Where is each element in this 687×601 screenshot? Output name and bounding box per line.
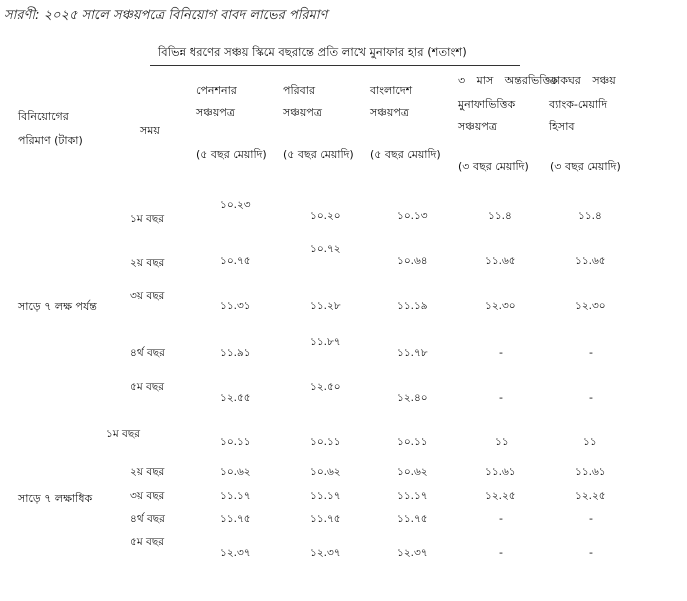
rate-cell: - xyxy=(589,546,593,559)
header-pension: পেনশনার সঞ্চয়পত্র xyxy=(196,84,237,119)
rate-cell: ১২.৩৭ xyxy=(220,547,251,559)
rate-cell: ১২.৩৭ xyxy=(397,547,428,559)
rate-cell: - xyxy=(499,391,503,404)
rate-cell: ১২.২৫ xyxy=(575,490,606,502)
rate-cell: ১২.৩০ xyxy=(485,300,516,312)
rate-cell: ১০.৬২ xyxy=(220,466,251,478)
term-postal: (৩ বছর মেয়াদি) xyxy=(550,160,621,173)
term-quarterly: (৩ বছর মেয়াদি) xyxy=(458,160,529,173)
rate-cell: ১১.৯১ xyxy=(220,347,251,359)
rate-cell: ১২.৩০ xyxy=(575,300,606,312)
rate-cell: ১১.৭৫ xyxy=(220,513,251,525)
year-label: ৪র্থ বছর xyxy=(130,513,165,525)
rate-cell: ১১ xyxy=(495,436,509,448)
rate-cell: ১১.৬১ xyxy=(485,466,516,478)
rate-cell: - xyxy=(589,512,593,525)
header-investment-amount: বিনিয়োগের পরিমাণ (টাকা) xyxy=(18,110,83,147)
header-bangladesh: বাংলাদেশ সঞ্চয়পত্র xyxy=(370,84,413,119)
year-label: ১ম বছর xyxy=(106,428,140,440)
term-bangladesh: (৫ বছর মেয়াদি) xyxy=(370,148,441,161)
header-postal: ডাকঘর সঞ্চয় ব্যাংক-মেয়াদি হিসাব xyxy=(549,74,616,133)
rate-cell: ১১ xyxy=(583,436,597,448)
rate-cell: ১০.১১ xyxy=(397,436,428,448)
rate-cell: - xyxy=(499,346,503,359)
table-caption: সারণী: ২০২৫ সালে সঞ্চয়পত্রে বিনিয়োগ বাবদ লাভের পরিমাণ xyxy=(4,8,328,23)
rate-cell: ১০.২৩ xyxy=(220,199,251,211)
rate-cell: ১১.১৭ xyxy=(397,490,428,502)
header-quarterly: ৩ মাস অন্তরভিত্তিক মুনাফাভিত্তিক সঞ্চয়পত্র xyxy=(458,74,558,133)
rate-cell: ১১.৮৭ xyxy=(310,336,341,348)
rate-cell: ১১.৭৮ xyxy=(397,347,428,359)
header-time: সময় xyxy=(140,124,160,137)
group-label: সাড়ে ৭ লক্ষ পর্যন্ত xyxy=(18,300,97,313)
rate-cell: ১২.৩৭ xyxy=(310,547,341,559)
rate-cell: ১০.৬৪ xyxy=(397,255,428,267)
rate-cell: ১১.১৭ xyxy=(220,490,251,502)
year-label: ১ম বছর xyxy=(130,213,164,225)
group-label: সাড়ে ৭ লক্ষাধিক xyxy=(18,492,93,505)
year-label: ৫ম বছর xyxy=(130,381,164,393)
year-label: ২য় বছর xyxy=(130,466,165,478)
year-label: ২য় বছর xyxy=(130,257,165,269)
rate-cell: ১২.৫৫ xyxy=(220,392,251,404)
rate-cell: ১১.২৮ xyxy=(310,300,341,312)
rate-cell: ১০.২০ xyxy=(310,210,341,222)
rate-cell: ১০.৭৫ xyxy=(220,255,251,267)
table-title: বিভিন্ন ধরণের সঞ্চয় স্কিমে বছরান্তে প্রতি লাখে মুনাফার হার (শতাংশ) xyxy=(158,45,467,59)
header-family: পরিবার সঞ্চয়পত্র xyxy=(283,84,322,119)
rate-cell: ১১.৪ xyxy=(578,210,602,222)
rate-cell: - xyxy=(499,512,503,525)
term-family: (৫ বছর মেয়াদি) xyxy=(283,148,354,161)
rate-cell: ১০.১১ xyxy=(310,436,341,448)
rate-cell: ১০.৬২ xyxy=(397,466,428,478)
rate-cell: - xyxy=(589,391,593,404)
rate-cell: ১২.৫০ xyxy=(310,381,341,393)
rate-cell: ১১.৭৫ xyxy=(310,513,341,525)
rate-cell: ১১.১৯ xyxy=(397,300,428,312)
title-underline xyxy=(150,65,520,66)
year-label: ৫ম বছর xyxy=(130,536,164,548)
rate-cell: ১১.৬৫ xyxy=(575,255,606,267)
rate-cell: ১১.১৭ xyxy=(310,490,341,502)
year-label: ৪র্থ বছর xyxy=(130,347,165,359)
rate-cell: - xyxy=(499,546,503,559)
term-pension: (৫ বছর মেয়াদি) xyxy=(196,148,267,161)
rate-cell: ১২.৪০ xyxy=(397,392,428,404)
rate-cell: ১০.১৩ xyxy=(397,210,428,222)
rate-cell: ১০.১১ xyxy=(220,436,251,448)
rate-cell: ১১.৬৫ xyxy=(485,255,516,267)
rate-cell: ১০.৭২ xyxy=(310,243,341,255)
rate-cell: ১২.২৫ xyxy=(485,490,516,502)
year-label: ৩য় বছর xyxy=(130,290,165,302)
rate-cell: ১১.৪ xyxy=(488,210,512,222)
rate-cell: ১১.৩১ xyxy=(220,300,251,312)
rate-cell: - xyxy=(589,346,593,359)
year-label: ৩য় বছর xyxy=(130,490,165,502)
rate-cell: ১১.৬১ xyxy=(575,466,606,478)
rate-cell: ১১.৭৫ xyxy=(397,513,428,525)
rate-cell: ১০.৬২ xyxy=(310,466,341,478)
